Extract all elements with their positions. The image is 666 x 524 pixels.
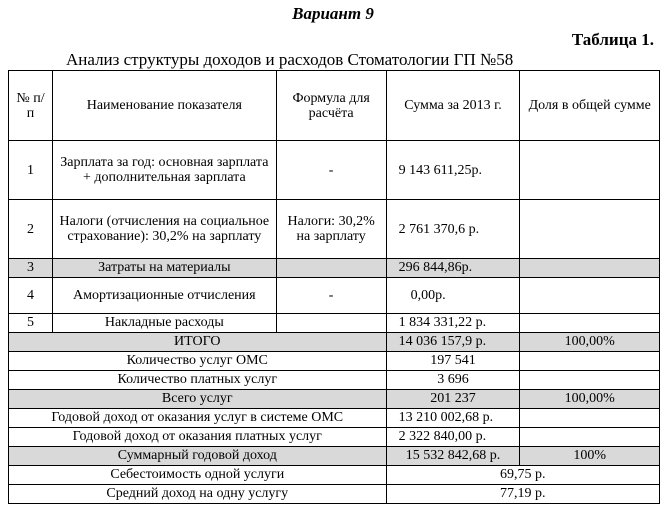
total-income-share: 100%: [520, 447, 660, 466]
avg-income-value: 77,19 р.: [386, 485, 659, 504]
row-share: [520, 200, 660, 259]
paid-count-share: [520, 371, 660, 390]
row-share: [520, 278, 660, 314]
all-services-value: 201 237: [386, 390, 520, 409]
table-header-row: [9, 71, 660, 141]
row-share: [520, 141, 660, 200]
total-row: [9, 333, 660, 352]
income-paid-label: Годовой доход от оказания платных услуг: [9, 428, 387, 447]
row-sum: 2 761 370,6 р.: [386, 200, 520, 259]
row-formula: -: [276, 141, 386, 200]
row-name: Зарплата за год: основная зарплата + дополнительная зарплата: [52, 141, 276, 200]
row-formula: Налоги: 30,2% на зарплату: [276, 200, 386, 259]
unit-cost-row: [9, 466, 660, 485]
analysis-table: [8, 70, 660, 504]
all-services-share: 100,00%: [520, 390, 660, 409]
row-number: 2: [9, 200, 53, 259]
all-services-row: [9, 390, 660, 409]
total-share: 100,00%: [520, 333, 660, 352]
oms-count-value: 197 541: [386, 352, 520, 371]
variant-heading: Вариант 9: [292, 4, 374, 23]
row-number: 3: [9, 259, 53, 278]
col-header-name: Наименование показателя: [52, 71, 276, 141]
total-income-value: 15 532 842,68 р.: [386, 447, 520, 466]
income-oms-row: [9, 409, 660, 428]
total-income-label: Суммарный годовой доход: [9, 447, 387, 466]
row-sum: 9 143 611,25р.: [386, 141, 520, 200]
all-services-label: Всего услуг: [9, 390, 387, 409]
table-row: [9, 200, 660, 259]
row-sum: 1 834 331,22 р.: [386, 314, 520, 333]
oms-count-share: [520, 352, 660, 371]
unit-cost-label: Себестоимость одной услуги: [9, 466, 387, 485]
table-row: [9, 314, 660, 333]
table-title: Анализ структуры доходов и расходов Стоматологии ГП №58: [66, 50, 514, 69]
row-share: [520, 259, 660, 278]
avg-income-row: [9, 485, 660, 504]
paid-count-row: [9, 371, 660, 390]
col-header-sum: Сумма за 2013 г.: [386, 71, 520, 141]
col-header-formula: Формула для расчёта: [276, 71, 386, 141]
income-oms-label: Годовой доход от оказания услуг в системе ОМС: [9, 409, 387, 428]
unit-cost-value: 69,75 р.: [386, 466, 659, 485]
col-header-share: Доля в общей сумме: [520, 71, 660, 141]
income-paid-value: 2 322 840,00 р.: [386, 428, 520, 447]
table-row: [9, 259, 660, 278]
row-formula: -: [276, 278, 386, 314]
oms-count-label: Количество услуг ОМС: [9, 352, 387, 371]
row-share: [520, 314, 660, 333]
paid-count-value: 3 696: [386, 371, 520, 390]
income-paid-share: [520, 428, 660, 447]
row-name: Амортизационные отчисления: [52, 278, 276, 314]
row-name: Налоги (отчисления на социальное страхование): 30,2% на зарплату: [52, 200, 276, 259]
income-oms-share: [520, 409, 660, 428]
total-income-row: [9, 447, 660, 466]
row-formula: [276, 314, 386, 333]
row-number: 1: [9, 141, 53, 200]
row-formula: [276, 259, 386, 278]
row-sum: 296 844,86р.: [386, 259, 520, 278]
oms-count-row: [9, 352, 660, 371]
table-row: [9, 278, 660, 314]
row-number: 4: [9, 278, 53, 314]
row-number: 5: [9, 314, 53, 333]
income-paid-row: [9, 428, 660, 447]
row-name: Накладные расходы: [52, 314, 276, 333]
income-oms-value: 13 210 002,68 р.: [386, 409, 520, 428]
paid-count-label: Количество платных услуг: [9, 371, 387, 390]
avg-income-label: Средний доход на одну услугу: [9, 485, 387, 504]
row-name: Затраты на материалы: [52, 259, 276, 278]
total-label: ИТОГО: [9, 333, 387, 352]
row-sum: 0,00р.: [386, 278, 520, 314]
table-number: Таблица 1.: [571, 30, 654, 49]
total-sum: 14 036 157,9 р.: [386, 333, 520, 352]
col-header-number: № п/п: [9, 71, 53, 141]
table-row: [9, 141, 660, 200]
